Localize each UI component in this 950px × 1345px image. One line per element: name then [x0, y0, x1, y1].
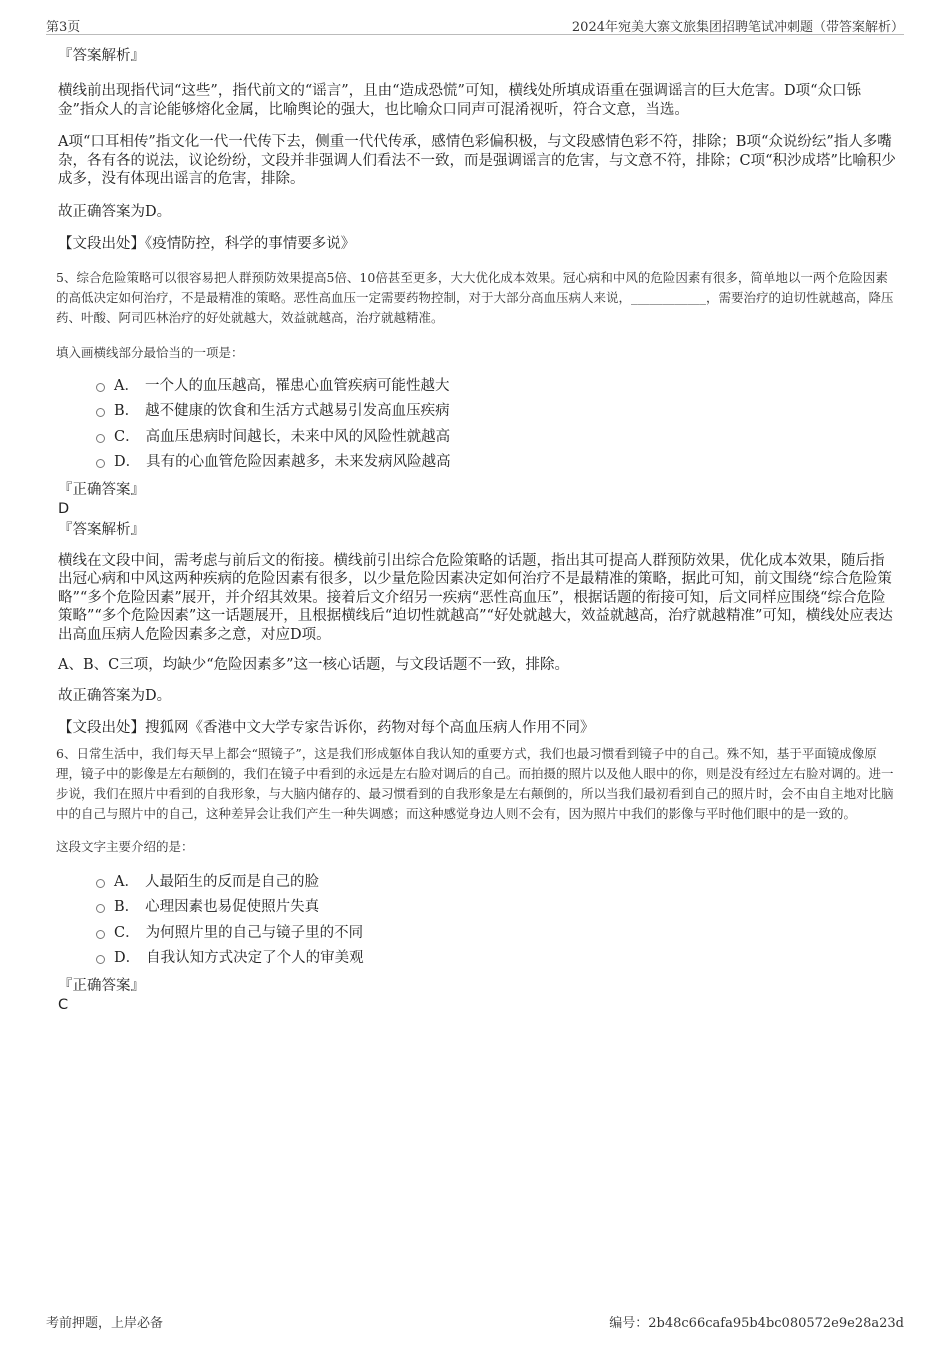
correct-answer-label: 『正确答案』 — [58, 977, 145, 994]
analysis-label: 『答案解析』 — [58, 48, 145, 64]
q5-blank: ____________ — [631, 289, 707, 305]
page-content — [56, 44, 896, 1014]
q4-analysis-p2: A项“口耳相传”指文化一代一代传下去，侧重一代代传承，感情色彩偏积极，与文段感情色彩不符，排除；B项“众说纷纭”指人多嘴杂，各有各的说法，议论纷纷，文段并非强调人们看法不一致，而是强调谣言的危害，与文意不符，排除；C项“积沙成塔”比喻积少成多，没有体现出谣言的危害，排除。 — [58, 134, 896, 187]
q5-prompt: 填入画横线部分最恰当的一项是： — [56, 344, 244, 360]
radio-icon[interactable] — [96, 434, 105, 443]
analysis-label: 『答案解析』 — [58, 521, 145, 538]
q6-answer: C — [58, 996, 69, 1013]
radio-icon[interactable] — [96, 930, 105, 939]
document-id: 编号：2b48c66cafa95b4bc080572e9e28a23d — [609, 1316, 904, 1331]
q5-options — [56, 374, 896, 476]
document-title: 2024年宛美大寨文旅集团招聘笔试冲刺题（带答案解析） — [571, 20, 904, 35]
q5-stem: 5、综合危险策略可以很容易把人群预防效果提高5倍、10倍甚至更多，大大优化成本效果。冠心病和中风的危险因素有很多，简单地以一两个危险因素的高低决定如何治疗，不是最精准的策略。恶性高血压一定需要药物控制，对于大部分高血压病人来说，____________，需要治疗的迫切性就越高，降压药、叶酸、阿司匹林治疗的好处就越大，效益就越高，治疗就越精准。 — [56, 269, 894, 325]
radio-icon[interactable] — [96, 459, 105, 468]
q5-source: 【文段出处】搜狐网《香港中文大学专家告诉你，药物对每个高血压病人作用不同》 — [58, 720, 595, 736]
q5-conclusion: 故正确答案为D。 — [58, 687, 172, 704]
q5-answer: D — [58, 500, 70, 517]
radio-icon[interactable] — [96, 879, 105, 888]
q5-option-d[interactable]: D． 具有的心血管危险因素越多，未来发病风险越高 — [56, 450, 896, 476]
q5-option-b[interactable]: B． 越不健康的饮食和生活方式越易引发高血压疾病 — [56, 399, 896, 425]
q5-option-a[interactable]: A． 一个人的血压越高，罹患心血管疾病可能性越大 — [56, 374, 896, 400]
radio-icon[interactable] — [96, 955, 105, 964]
q5-option-c[interactable]: C． 高血压患病时间越长，未来中风的风险性就越高 — [56, 425, 896, 451]
q4-analysis-p1: 横线前出现指代词“这些”，指代前文的“谣言”，且由“造成恐慌”可知，横线处所填成语重在强调谣言的巨大危害。D项“众口铄金”指众人的言论能够熔化金属，比喻舆论的强大，也比喻众口同声可混淆视听，符合文意，当选。 — [58, 83, 862, 118]
page-number: 第3页 — [46, 20, 81, 35]
page-header — [46, 14, 904, 35]
q5-analysis-p2: A、B、C三项，均缺少“危险因素多”这一核心话题，与文段话题不一致，排除。 — [58, 657, 570, 673]
q4-source: 【文段出处】《疫情防控，科学的事情要多说》 — [58, 236, 356, 252]
radio-icon[interactable] — [96, 408, 105, 417]
q6-option-c[interactable]: C． 为何照片里的自己与镜子里的不同 — [56, 921, 896, 947]
q4-conclusion: 故正确答案为D。 — [58, 203, 172, 220]
radio-icon[interactable] — [96, 383, 105, 392]
q6-prompt: 这段文字主要介绍的是： — [56, 838, 194, 854]
q6-option-b[interactable]: B． 心理因素也易促使照片失真 — [56, 895, 896, 921]
q6-stem: 6、日常生活中，我们每天早上都会“照镜子”，这是我们形成躯体自我认知的重要方式，我们也最习惯看到镜子中的自己。殊不知，基于平面镜成像原理，镜子中的影像是左右颠倒的，我们在镜子中看到的永远是左右脸对调后的自己。而拍摄的照片以及他人眼中的你，则是没有经过左右脸对调的。进一步说，我们在照片中看到的自我形象，与大脑内储存的、最习惯看到的自我形象是左右颠倒的，所以当我们最初看到自己的照片时，会不由自主地对比脑中的自己与照片中的自己，这种差异会让我们产生一种失调感；而这种感觉身边人则不会有，因为照片中我们的影像与平时他们眼中的是一致的。 — [56, 745, 894, 821]
q6-option-d[interactable]: D． 自我认知方式决定了个人的审美观 — [56, 946, 896, 972]
q6-option-a[interactable]: A． 人最陌生的反而是自己的脸 — [56, 870, 896, 896]
footer-slogan: 考前押题，上岸必备 — [46, 1316, 164, 1331]
q5-analysis-p1: 横线在文段中间，需考虑与前后文的衔接。横线前引出综合危险策略的话题，指出其可提高人群预防效果，优化成本效果，随后指出冠心病和中风这两种疾病的危险因素有很多，以少量危险因素决定如何治疗不是最精准的策略，据此可知，前文围绕“综合危险策略”“多个危险因素”展开，并介绍其效果。接着后文介绍另一疾病“恶性高血压”，根据话题的衔接可知，后文同样应围绕“综合危险策略”“多个危险因素”这一话题展开，且根据横线后“迫切性就越高”“好处就越大，效益就越高，治疗就越精准”可知，横线处应表达出高血压病人危险因素多之意，对应D项。 — [58, 552, 893, 643]
correct-answer-label: 『正确答案』 — [58, 481, 145, 498]
q6-options — [56, 870, 896, 972]
radio-icon[interactable] — [96, 904, 105, 913]
